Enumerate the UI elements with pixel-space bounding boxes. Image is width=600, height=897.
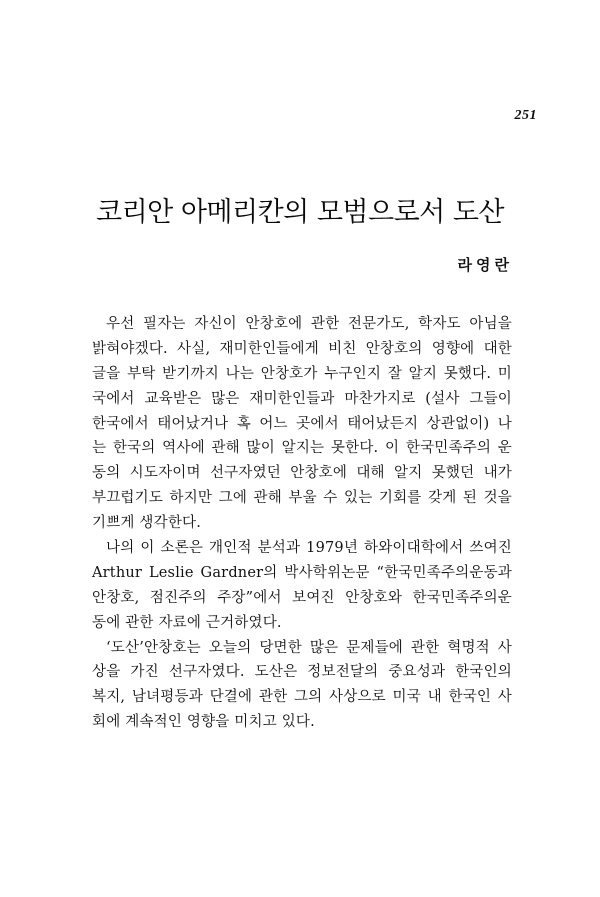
text-line: 상을 가진 선구자였다. 도산은 정보전달의 중요성과 한국인의 xyxy=(92,664,512,681)
text-line: 나의 이 소론은 개인적 분석과 1979년 하와이대학에서 쓰여진 xyxy=(106,540,512,557)
paragraph-1 xyxy=(92,312,512,536)
paragraph-3 xyxy=(92,636,512,736)
text-line: 안창호, 점진주의 주장”에서 보여진 안창호와 한국민족주의운 xyxy=(92,589,512,606)
text-line: 글을 부탁 받기까지 나는 안창호가 누구인지 잘 알지 못했다. 미 xyxy=(92,365,512,382)
text-line: 동의 시도자이며 선구자였던 안창호에 대해 알지 못했던 내가 xyxy=(92,465,512,482)
article-title: 코리안 아메리칸의 모범으로서 도산 xyxy=(96,197,504,228)
text-line: 우선 필자는 자신이 안창호에 관한 전문가도, 학자도 아님을 xyxy=(106,316,512,332)
text-line: Arthur Leslie Gardner의 박사학위논문 “한국민족주의운동과 xyxy=(92,564,512,581)
paragraph-2 xyxy=(92,536,512,636)
text-line: 기쁘게 생각한다. xyxy=(92,515,202,532)
text-line: 부끄럽기도 하지만 그에 관해 부울 수 있는 기회를 갖게 된 것을 xyxy=(92,490,512,507)
text-line: ‘도산’안창호는 오늘의 당면한 많은 문제들에 관한 혁명적 사 xyxy=(106,639,512,656)
text-line: 복지, 남녀평등과 단결에 관한 그의 사상으로 미국 내 한국인 사 xyxy=(92,689,512,706)
text-line: 는 한국의 역사에 관해 많이 알지는 못한다. 이 한국민족주의 운 xyxy=(92,440,512,457)
article-body xyxy=(92,312,512,735)
author-name: 라영란 xyxy=(457,256,513,274)
text-line: 동에 관한 자료에 근거하였다. xyxy=(92,614,282,631)
text-line: 밝혀야겠다. 사실, 재미한인들에게 비친 안창호의 영향에 대한 xyxy=(92,340,512,357)
page-number: 251 xyxy=(514,108,537,123)
text-line: 한국에서 태어났거나 혹 어느 곳에서 태어났든지 상관없이) 나 xyxy=(92,415,512,432)
text-line: 국에서 교육받은 많은 재미한인들과 마찬가지로 (설사 그들이 xyxy=(92,390,512,407)
text-line: 회에 계속적인 영향을 미치고 있다. xyxy=(92,714,315,731)
